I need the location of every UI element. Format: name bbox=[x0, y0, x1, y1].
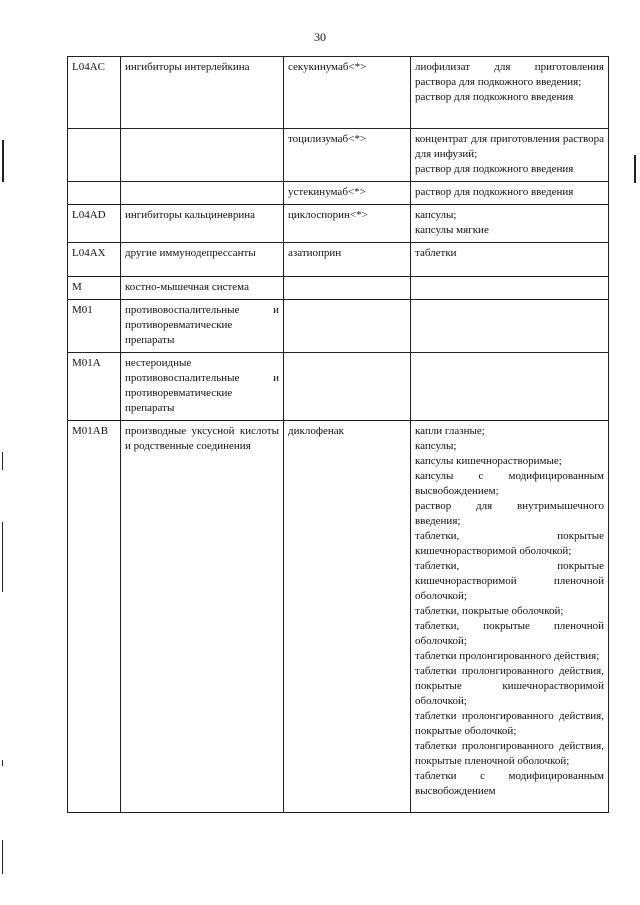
atc-code-cell: M bbox=[68, 277, 121, 300]
dosage-form-item: таблетки, покрытые оболочкой; bbox=[415, 605, 564, 617]
dosage-forms-cell bbox=[411, 205, 609, 243]
dosage-form-item: капсулы; bbox=[415, 440, 457, 452]
atc-code-cell: L04AD bbox=[68, 205, 121, 243]
scan-mark bbox=[634, 155, 636, 183]
dosage-form-item: таблетки, покрытые пленочной оболочкой; bbox=[415, 620, 604, 647]
dosage-form-item: капсулы с модифицированным высвобождением; bbox=[415, 470, 604, 497]
group-name-cell: костно-мышечная система bbox=[121, 277, 284, 300]
dosage-form-item: таблетки, покрытые кишечнорастворимой пленочной оболочкой; bbox=[415, 560, 604, 602]
scan-mark bbox=[2, 760, 3, 766]
table-row bbox=[68, 129, 609, 182]
dosage-form-item: таблетки пролонгированного действия, покрытые пленочной оболочкой; bbox=[415, 740, 604, 767]
group-name-cell bbox=[121, 182, 284, 205]
atc-code-cell: M01A bbox=[68, 353, 121, 421]
dosage-form-item: раствор для подкожного введения bbox=[415, 91, 574, 103]
dosage-form-item: капсулы кишечнорастворимые; bbox=[415, 455, 562, 467]
drug-name-cell: тоцилизумаб<*> bbox=[284, 129, 411, 182]
table-row bbox=[68, 57, 609, 129]
drug-name-cell: секукинумаб<*> bbox=[284, 57, 411, 129]
dosage-forms-cell bbox=[411, 57, 609, 129]
dosage-form-item: таблетки пролонгированного действия; bbox=[415, 650, 600, 662]
dosage-forms-cell bbox=[411, 300, 609, 353]
table-row bbox=[68, 300, 609, 353]
group-name-cell: ингибиторы интерлейкина bbox=[121, 57, 284, 129]
atc-code-cell: L04AC bbox=[68, 57, 121, 129]
dosage-forms-cell bbox=[411, 129, 609, 182]
table-row bbox=[68, 277, 609, 300]
drug-name-cell bbox=[284, 300, 411, 353]
drug-name-cell: азатиоприн bbox=[284, 243, 411, 277]
scan-mark bbox=[2, 452, 3, 470]
group-name-cell: другие иммунодепрессанты bbox=[121, 243, 284, 277]
drug-table bbox=[67, 56, 609, 813]
group-name-cell: противовоспалительные и противоревматические препараты bbox=[121, 300, 284, 353]
dosage-forms-cell bbox=[411, 277, 609, 300]
atc-code-cell: L04AX bbox=[68, 243, 121, 277]
dosage-forms-cell bbox=[411, 243, 609, 277]
scan-mark bbox=[2, 522, 3, 592]
scan-mark bbox=[2, 140, 4, 182]
atc-code-cell: M01AB bbox=[68, 421, 121, 813]
page-number: 30 bbox=[314, 30, 326, 44]
table-row bbox=[68, 182, 609, 205]
drug-name-cell bbox=[284, 277, 411, 300]
dosage-form-item: капсулы мягкие bbox=[415, 224, 489, 236]
dosage-form-item: раствор для подкожного введения bbox=[415, 186, 574, 198]
dosage-form-item: таблетки пролонгированного действия, покрытые кишечнорастворимой оболочкой; bbox=[415, 665, 604, 707]
dosage-form-item: таблетки пролонгированного действия, покрытые оболочкой; bbox=[415, 710, 604, 737]
table-row bbox=[68, 421, 609, 813]
dosage-forms-cell bbox=[411, 182, 609, 205]
dosage-form-item: таблетки с модифицированным высвобождением bbox=[415, 770, 604, 797]
atc-code-cell bbox=[68, 129, 121, 182]
dosage-form-item: раствор для подкожного введения bbox=[415, 163, 574, 175]
scan-mark bbox=[2, 840, 3, 874]
dosage-forms-cell bbox=[411, 421, 609, 813]
drug-name-cell: диклофенак bbox=[284, 421, 411, 813]
drug-name-cell: циклоспорин<*> bbox=[284, 205, 411, 243]
atc-code-cell bbox=[68, 182, 121, 205]
dosage-form-item: капли глазные; bbox=[415, 425, 485, 437]
table-row bbox=[68, 205, 609, 243]
group-name-cell: производные уксусной кислоты и родственные соединения bbox=[121, 421, 284, 813]
dosage-form-item: таблетки bbox=[415, 247, 457, 259]
dosage-form-item: концентрат для приготовления раствора для инфузий; bbox=[415, 133, 604, 160]
group-name-cell: нестероидные противовоспалительные и противоревматические препараты bbox=[121, 353, 284, 421]
drug-name-cell bbox=[284, 353, 411, 421]
dosage-form-item: капсулы; bbox=[415, 209, 457, 221]
dosage-form-item: лиофилизат для приготовления раствора для подкожного введения; bbox=[415, 61, 604, 88]
group-name-cell bbox=[121, 129, 284, 182]
dosage-form-item: таблетки, покрытые кишечнорастворимой оболочкой; bbox=[415, 530, 604, 557]
atc-code-cell: M01 bbox=[68, 300, 121, 353]
group-name-cell: ингибиторы кальциневрина bbox=[121, 205, 284, 243]
table-row bbox=[68, 353, 609, 421]
drug-name-cell: устекинумаб<*> bbox=[284, 182, 411, 205]
dosage-forms-cell bbox=[411, 353, 609, 421]
table-row bbox=[68, 243, 609, 277]
dosage-form-item: раствор для внутримышечного введения; bbox=[415, 500, 604, 527]
